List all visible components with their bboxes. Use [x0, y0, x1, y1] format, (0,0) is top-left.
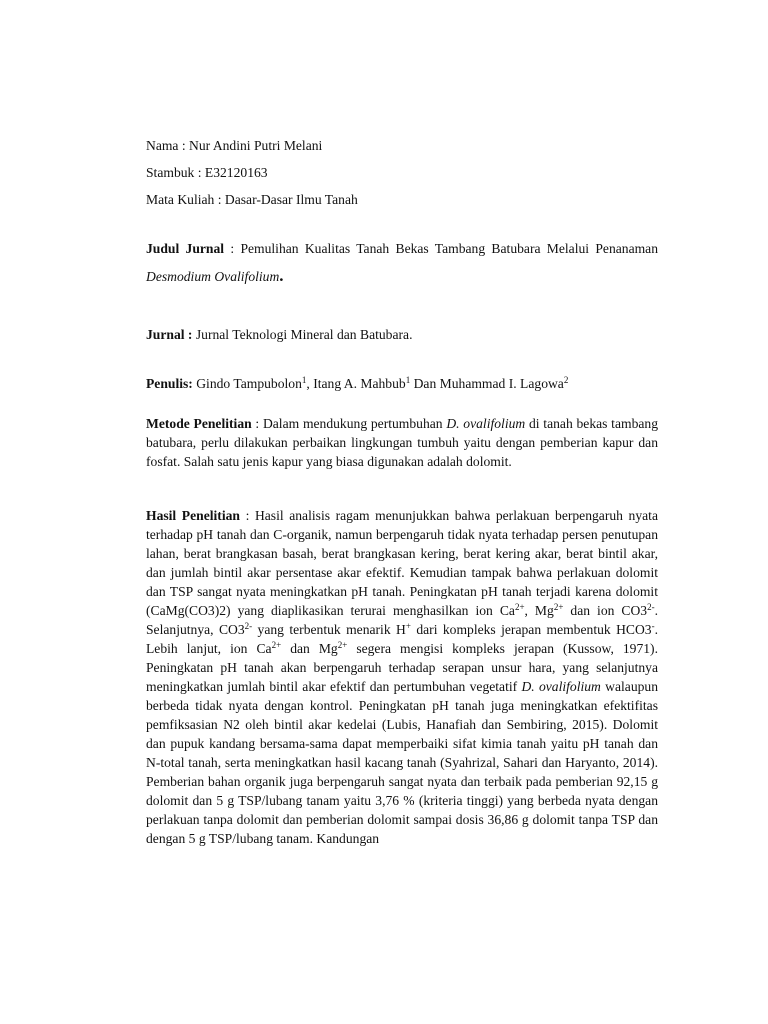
journal-title-text: Pemulihan Kualitas Tanah Bekas Tambang Batubara Melalui Penanaman — [240, 241, 659, 256]
journal-title-label: Judul Jurnal — [146, 241, 225, 256]
author-1: Gindo Tampubolon — [192, 376, 302, 391]
authors-line: Penulis: Gindo Tampubolon$^1$, Itang A. Mahbub$^1$ Dan Muhammad I. Lagowa$^2$ — [146, 375, 569, 391]
student-id: Stambuk : E32120163 — [146, 165, 268, 180]
journal-name-text: Jurnal Teknologi Mineral dan Batubara. — [192, 327, 413, 342]
author-2: , Itang A. Mahbub — [306, 376, 406, 391]
authors-label: Penulis: — [146, 376, 193, 391]
author-3: Dan Muhammad I. Lagowa — [410, 376, 564, 391]
journal-title-species: Desmodium Ovalifolium — [146, 269, 280, 284]
journal-name-label: Jurnal : — [146, 327, 193, 342]
course-name: Mata Kuliah : Dasar-Dasar Ilmu Tanah — [146, 192, 358, 207]
results-paragraph: Hasil Penelitian : Hasil analisis ragam menunjukkan bahwa perlakuan berpengaruh nyata terhadap pH tanah dan C-organik, namun berpengaruh tidak nyata terhadap persen penutupan lahan, berat brangkasan basah, berat brangkasan kering, berat kering akar, berat bintil akar, dan jumlah bintil akar persentase akar efektif. Kemudian tampak bahwa perlakuan dolomit dan TSP sangat nyata meningkatkan pH tanah. Peningkatan pH tanah terjadi karena dolomit (CaMg(CO3)2) yang diaplikasikan terurai menghasilkan ion $Ca^{2+}$, $Mg^{2+}$ dan ion $CO3^{2-}$. Selanjutnya, $CO3^{2-}$ yang terbentuk menarik H+ dari kompleks jerapan membentuk HCO3-. Lebih lanjut, ion $Ca^{2+}$ dan $Mg^{2+}$ segera mengisi kompleks jerapan (Kussow, 1971). Peningkatan pH tanah akan berpengaruh terhadap serapan unsur hara, yang selanjutnya meningkatkan jumlah bintil akar efektif dan pertumbuhan vegetatif D. ovalifolium walaupun berbeda tidak nyata dengan kontrol. Peningkatan pH tanah juga meningkatkan efektifitas pemfiksasian N2 oleh bintil akar kedelai (Lubis, Hanafiah dan Sembiring, 2015). Dolomit dan pupuk kandang bersama-sama dapat memperbaiki sifat kimia tanah yaitu pH tanah dan N-total tanah, serta meningkatkan hasil kacang tanah (Syahrizal, Sahari dan Haryanto, 2014). Pemberian bahan organik juga berpengaruh sangat nyata dan terbaik pada pemberian 92,15 g dolomit dan 5 g TSP/lubang tanam yaitu 3,76 % (kriteria tinggi) yang berbeda nyata dengan perlakuan tanpa dolomit dan pemberian dolomit sampai dosis 36,86 g dolomit tanpa TSP dan dengan 5 g TSP/lubang tanam. Kandungan — [146, 508, 659, 846]
journal-name-line — [146, 321, 658, 348]
document-page — [146, 132, 658, 848]
results-label: Hasil Penelitian — [146, 508, 240, 523]
method-paragraph: Metode Penelitian : Dalam mendukung pertumbuhan D. ovalifolium di tanah bekas tambang batubara, perlu dilakukan perbaikan lingkungan tumbuh yaitu dengan pemberian kapur dan fosfat. Salah satu jenis kapur yang biasa digunakan adalah dolomit. — [146, 416, 658, 469]
method-label: Metode Penelitian — [146, 416, 252, 431]
student-name: Nama : Nur Andini Putri Melani — [146, 138, 323, 153]
journal-title-paragraph: Judul Jurnal : Pemulihan Kualitas Tanah Bekas Tambang Batubara Melalui Penanaman Desmodium Ovalifolium. — [146, 241, 659, 285]
method-species: D. ovalifolium — [446, 416, 526, 431]
results-species: D. ovalifolium — [521, 679, 601, 694]
